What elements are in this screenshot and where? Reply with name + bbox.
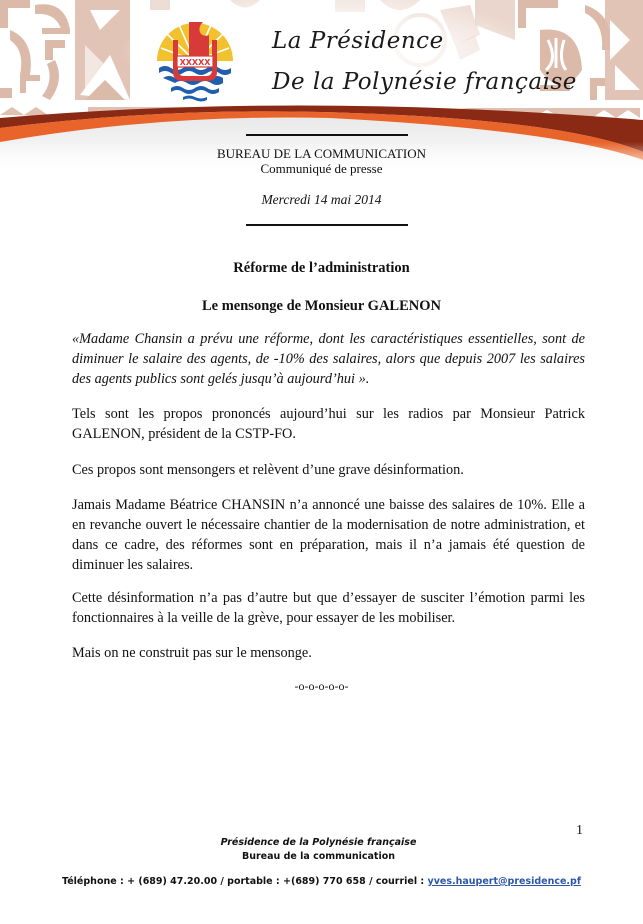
header-title-line2: De la Polynésie française (272, 69, 577, 95)
contact-details: Téléphone : + (689) 47.20.00 / portable : +(689) 770 658 / courriel : (62, 876, 428, 887)
end-separator: -o-o-o-o-o- (294, 679, 349, 693)
article-title: Réforme de l’administration (233, 260, 410, 276)
email-link[interactable]: yves.haupert@presidence.pf (427, 876, 581, 887)
department-heading: BUREAU DE LA COMMUNICATION (216, 146, 427, 161)
header-title-line1: La Présidence (272, 28, 444, 54)
coat-of-arms-icon (153, 18, 237, 104)
body-paragraph: Tels sont les propos prononcés aujourd’hui sur les radios par Monsieur Patrick GALENON, président de la CSTP-FO. (72, 406, 585, 442)
body-paragraph: Cette désinformation n’a pas d’autre but que d’essayer de susciter l’émotion parmi les fonctionnaires à la veille de la grève, pour essayer de les mobiliser. (72, 590, 585, 626)
document-type: Communiqué de presse (260, 161, 383, 176)
article-subtitle: Le mensonge de Monsieur GALENON (202, 298, 441, 314)
bottom-divider (246, 224, 408, 226)
footer-department: Bureau de la communication (241, 851, 395, 862)
page-number: 1 (576, 823, 583, 838)
top-divider (246, 134, 408, 136)
publication-date: Mercredi 14 mai 2014 (261, 192, 382, 207)
quote-paragraph: «Madame Chansin a prévu une réforme, dont les caractéristiques essentielles, sont de diminuer le salaire des agents, de -10% des salaires, alors que depuis 2007 les salaires des agents publics sont gelés jusqu’à aujourd’hui ». (72, 331, 585, 387)
footer-organization: Présidence de la Polynésie française (220, 837, 417, 848)
body-paragraph: Jamais Madame Béatrice CHANSIN n’a annoncé une baisse des salaires de 10%. Elle a en revanche ouvert le nécessaire chantier de la modernisation de notre administration, et dans ce cadre, des réformes sont en préparation, mais il n’a jamais été question de diminuer les salaires. (72, 497, 585, 573)
svg-text:XXXXX: XXXXX (179, 58, 211, 67)
body-paragraph: Ces propos sont mensongers et relèvent d’une grave désinformation. (72, 462, 464, 478)
body-paragraph: Mais on ne construit pas sur le mensonge. (72, 645, 312, 661)
footer-contact (0, 876, 643, 887)
